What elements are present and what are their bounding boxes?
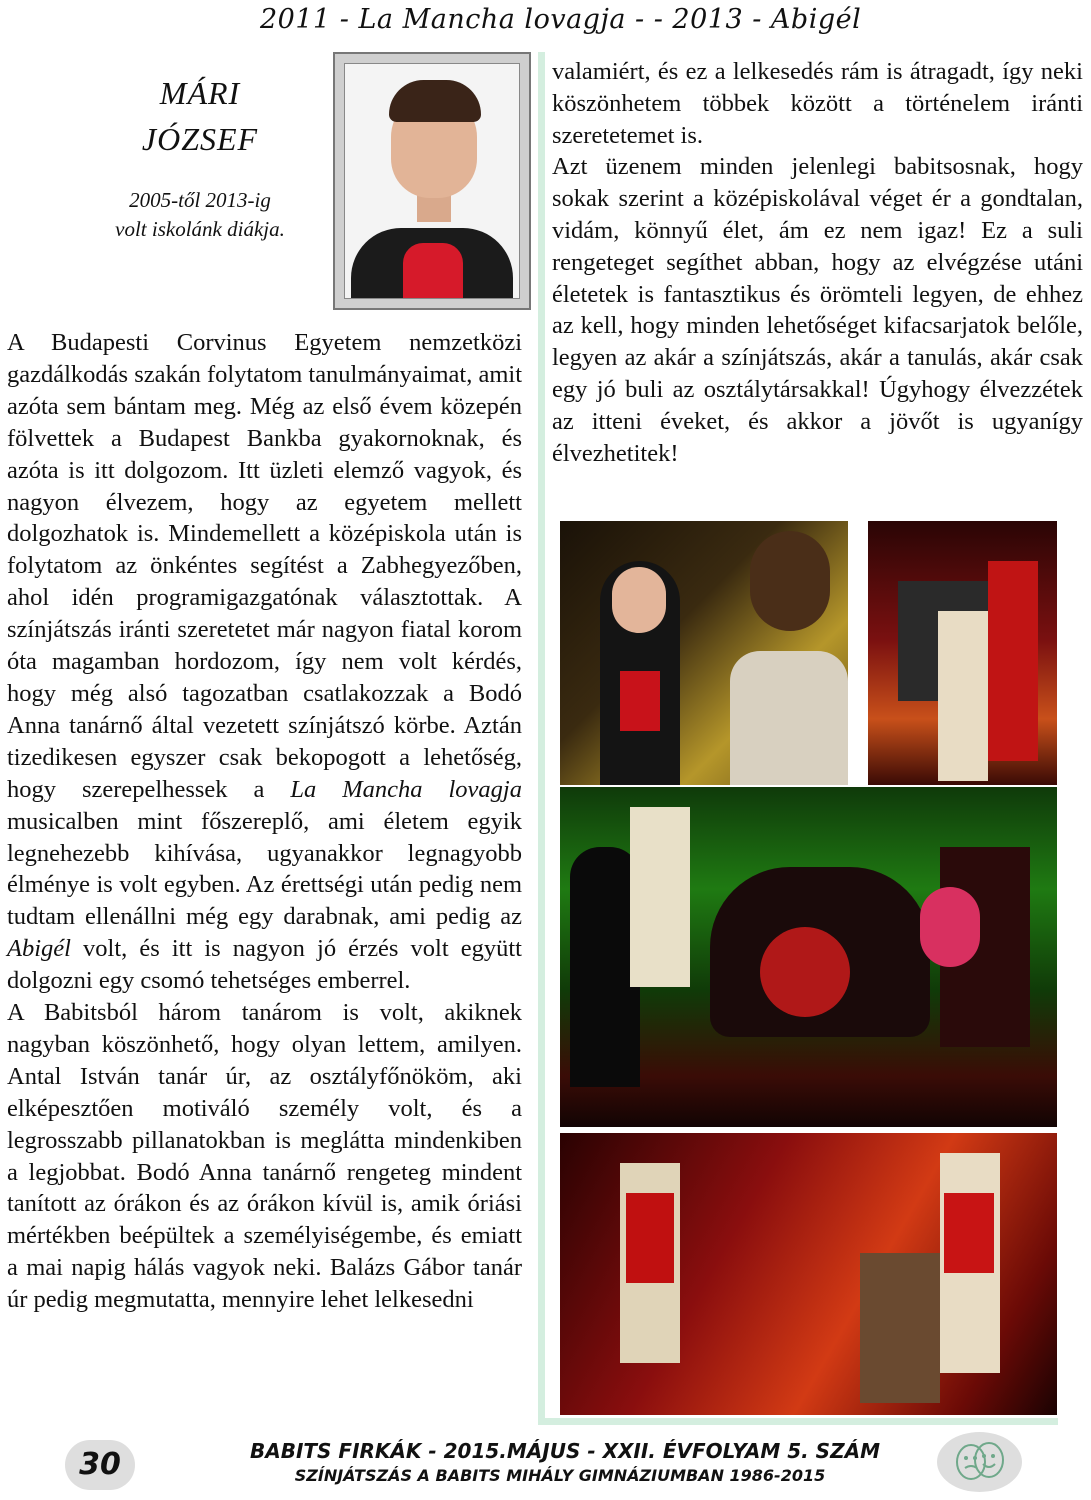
author-name-last: JÓZSEF [141, 121, 259, 157]
footer-subtitle: SZÍNJÁTSZÁS A BABITS MIHÁLY GIMNÁZIUMBAN 1986-2015 [294, 1466, 826, 1485]
stage-photo-2 [868, 521, 1057, 785]
actor-white-costume [630, 807, 690, 987]
kneeling-actor [860, 1253, 940, 1403]
author-note-line2: volt iskolánk diákja. [115, 217, 285, 241]
article-paragraph-3: valamiért, és ez a lelkesedés rám is átragadt, így neki köszönhetem többek között a történelem iránti szeretetemet is. [552, 58, 1083, 149]
author-note [85, 186, 315, 244]
play-title-abigel: Abigél [7, 935, 71, 963]
actor-hair [750, 531, 830, 631]
footer-publication: BABITS FIRKÁK - 2015.MÁJUS - XXII. ÉVFOLYAM 5. SZÁM [250, 1439, 880, 1463]
article-right-column [552, 56, 1083, 469]
author-portrait-frame [333, 52, 531, 310]
author-note-line1: 2005-től 2013-ig [129, 188, 271, 212]
stage-photo-4 [560, 1133, 1057, 1415]
article-paragraph-1: A Budapesti Corvinus Egyetem nemzetközi gazdálkodás szakán folytatom tanulmányaimat, amit azóta sem bántam meg. Még az első évem közepén fölvettek a Budapest Bankba gyakornoknak, és azóta is itt dolgozom. Itt üzleti elemző vagyok, és nagyon élvezem, hogy az egyetem mellett dolgozhatok is. Mindemellett a középiskola után is folytatom az önkéntes segítést a Zabhegyezőben, ahol idén programigazgatónak választottak. A színjátszás iránti szeretetet már nagyon fiatal korom óta magamban hordozom, így nem volt kérdés, hogy még alsó tagozatban csatlakozzak a Bodó Anna tanárnő által vezetett színjátszó körbe. Aztán tizedikesen egyszer csak bekopogott a lehetőség, hogy szerepelhessek a La Mancha lovagja musicalben mint főszereplő, ami életem egyik legnehezebb kihívása, ugyanakkor legnagyobb élménye is volt egyben. Az érettségi után pedig nem tudtam ellenállni még egy darabnak, ami pedig az Abigél volt, és itt is nagyon jó érzés volt együtt dolgozni egy csomó tehetséges emberrel. [7, 329, 523, 995]
portrait-hair [389, 80, 481, 122]
page-number: 30 [65, 1440, 135, 1490]
column-divider-horizontal [538, 1418, 1058, 1425]
theatre-masks-icon [937, 1432, 1022, 1492]
column-divider-vertical [538, 52, 545, 1424]
article-paragraph-4: Azt üzenem minden jelenlegi babitsosnak, hogy sokak szerint a középiskolával véget ér a gondtalan, vidám, könnyű élet, ám ez nem igaz! Ez a suli rengeteget segíthet abban, hogy az elvégzése utáni életetek is fantasztikus és örömteli legyen, de ehhez az kell, hogy minden lehetőséget kifacsarjatok belőle, legyen az akár a színjátszás, akár a tanulás, akár csak egy jó buli az osztálytársakkal! Úgyhogy élvezzétek az itteni éveket, és akkor a jövőt is ugyanígy élvezhetitek! [552, 153, 1083, 467]
actor-red-top [620, 671, 660, 731]
article-paragraph-2: A Babitsból három tanárom is volt, akiknek nagyban köszönhető, hogy olyan lettem, amilyen. Antal István tanár úr, az osztályfőnököm, aki elképesztően motiváló személy volt, és a legrosszabb pillanatokban is meglátta mindenkiben a legjobbat. Bodó Anna tanárnő rengeteg mindent tanított az órákon és az órákon kívül is, amik óriási mértékben beépültek a személyiségembe, és emiatt a mai napig hálás vagyok neki. Balázs Gábor tanár úr pedig megmutatta, mennyire lehet lelkesedni [7, 999, 522, 1314]
article-left-column [7, 327, 522, 1316]
actor-red-costume [988, 561, 1038, 761]
author-name-first: MÁRI [159, 75, 241, 111]
red-skirt [760, 927, 850, 1017]
actor-red-vest-2 [944, 1193, 994, 1273]
page-header-title: 2011 - La Mancha lovagja - - 2013 - Abigél [260, 4, 862, 35]
stage-photo-3 [560, 787, 1057, 1127]
actor-white-costume [938, 611, 988, 781]
theatre-masks-logo [937, 1432, 1022, 1492]
stage-photo-1 [560, 521, 848, 785]
play-title-la-mancha: La Mancha lovagja [290, 775, 522, 803]
actor-red-vest [626, 1193, 674, 1283]
author-portrait [344, 63, 520, 299]
portrait-shirt [403, 243, 463, 298]
actor-white-shirt [730, 651, 848, 785]
actor-face [612, 567, 666, 633]
pink-fan [920, 887, 980, 967]
author-name [100, 70, 300, 162]
